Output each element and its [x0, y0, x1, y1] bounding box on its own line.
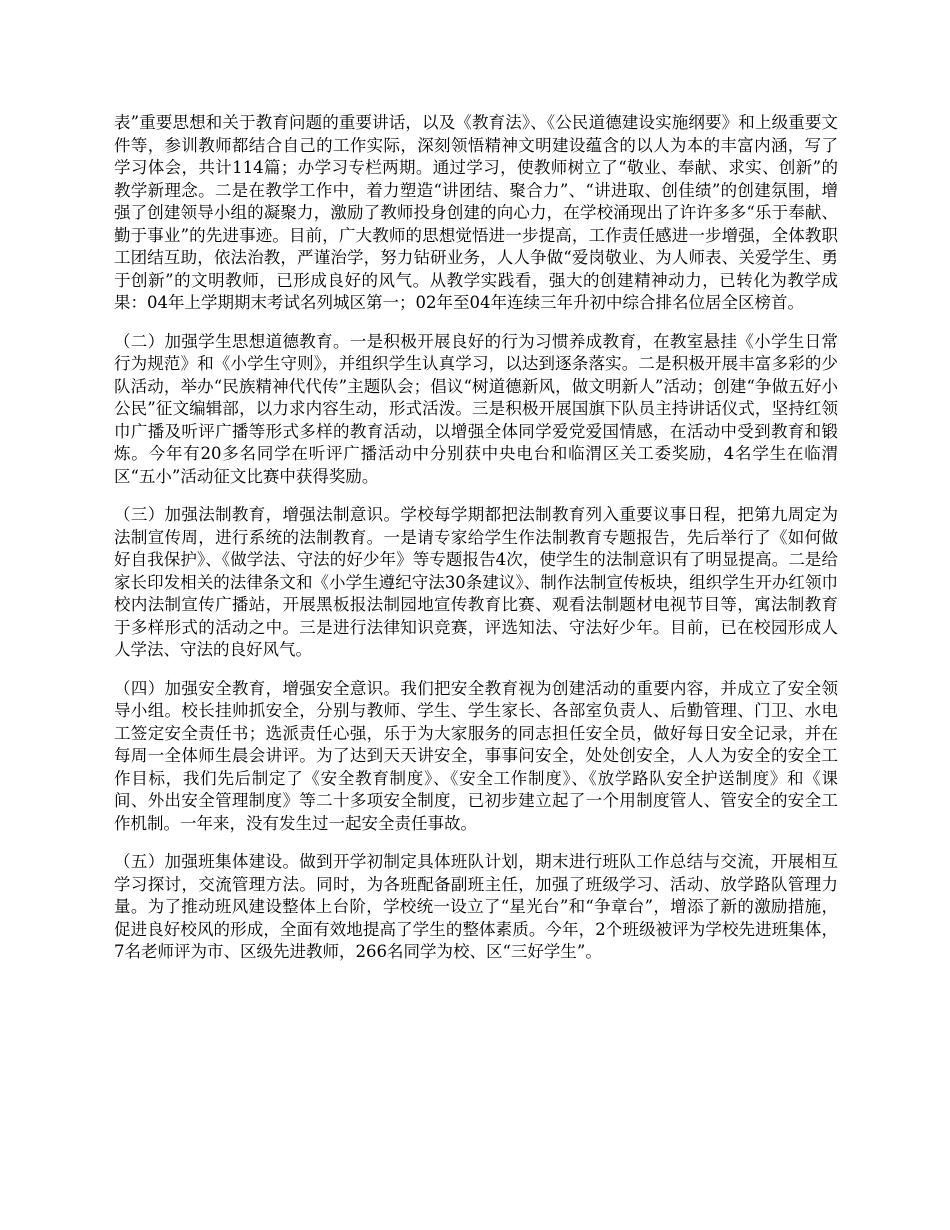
- paragraph-teacher-study: 表”重要思想和关于教育问题的重要讲话，以及《教育法》、《公民道德建设实施纲要》和上级重要文件等，参训教师都结合自己的工作实际，深刻领悟精神文明建设蕴含的以人为本的丰富内涵，写了学习体会，共计114篇；办学习专栏两期。通过学习，使教师树立了“敬业、奉献、求实、创新”的教学新理念。二是在教学工作中，着力塑造“讲团结、聚合力”、“讲进取、创佳绩”的创建氛围，增强了创建领导小组的凝聚力，激励了教师投身创建的向心力，在学校涌现出了许许多多“乐于奉献、勤于事业”的先进事迹。目前，广大教师的思想觉悟进一步提高，工作责任感进一步增强，全体教职工团结互助，依法治教，严谨治学，努力钻研业务，人人争做“爱岗敬业、为人师表、关爱学生、勇于创新”的文明教师，已形成良好的风气。从教学实践看，强大的创建精神动力，已转化为教学成果：04年上学期期末考试名列城区第一；02年至04年连续三年升初中综合排名位居全区榜首。: [114, 113, 838, 312]
- document-body: [114, 112, 838, 980]
- paragraph-legal-education: （三）加强法制教育，增强法制意识。学校每学期都把法制教育列入重要议事日程，把第九周定为法制宣传周，进行系统的法制教育。一是请专家给学生作法制教育专题报告，先后举行了《如何做好自我保护》、《做学法、守法的好少年》等专题报告4次，使学生的法制意识有了明显提高。二是给家长印发相关的法律条文和《小学生遵纪守法30条建议》、制作法制宣传板块，组织学生开办红领巾校内法制宣传广播站，开展黑板报法制园地宣传教育比赛、观看法制题材电视节目等，寓法制教育于多样形式的活动之中。三是进行法律知识竞赛，评选知法、守法好少年。目前，已在校园形成人人学法、守法的良好风气。: [114, 505, 838, 659]
- paragraph-class-building: （五）加强班集体建设。做到开学初制定具体班队计划，期末进行班队工作总结与交流，开展相互学习探讨，交流管理方法。同时，为各班配备副班主任，加强了班级学习、活动、放学路队管理力量。为了推动班风建设整体上台阶，学校统一设立了“星光台”和“争章台”，增添了新的激励措施，促进良好校风的形成，全面有效地提高了学生的整体素质。今年，2个班级被评为学校先进班集体，7名老师评为市、区级先进教师，266名同学为校、区“三好学生”。: [114, 852, 838, 961]
- paragraph-moral-education: （二）加强学生思想道德教育。一是积极开展良好的行为习惯养成教育，在教室悬挂《小学生日常行为规范》和《小学生守则》，并组织学生认真学习，以达到逐条落实。二是积极开展丰富多彩的少队活动，举办“民族精神代代传”主题队会；倡议“树道德新风，做文明新人”活动；创建“争做五好小公民”征文编辑部，以力求内容生动，形式活泼。三是积极开展国旗下队员主持讲话仪式，坚持红领巾广播及听评广播等形式多样的教育活动，以增强全体同学爱党爱国情感，在活动中受到教育和锻炼。今年有20多名同学在听评广播活动中分别获中央电台和临渭区关工委奖励，4名学生在临渭区“五小”活动征文比赛中获得奖励。: [114, 331, 838, 486]
- paragraph-safety-education: （四）加强安全教育，增强安全意识。我们把安全教育视为创建活动的重要内容，并成立了安全领导小组。校长挂帅抓安全，分别与教师、学生、学生家长、各部室负责人、后勤管理、门卫、水电工签定安全责任书；选派责任心强，乐于为大家服务的同志担任安全员，做好每日安全记录，并在每周一全体师生晨会讲评。为了达到天天讲安全，事事问安全，处处创安全，人人为安全的安全工作目标，我们先后制定了《安全教育制度》、《安全工作制度》、《放学路队安全护送制度》和《课间、外出安全管理制度》等二十多项安全制度，已初步建立起了一个用制度管人、管安全的安全工作机制。一年来，没有发生过一起安全责任事故。: [114, 678, 838, 833]
